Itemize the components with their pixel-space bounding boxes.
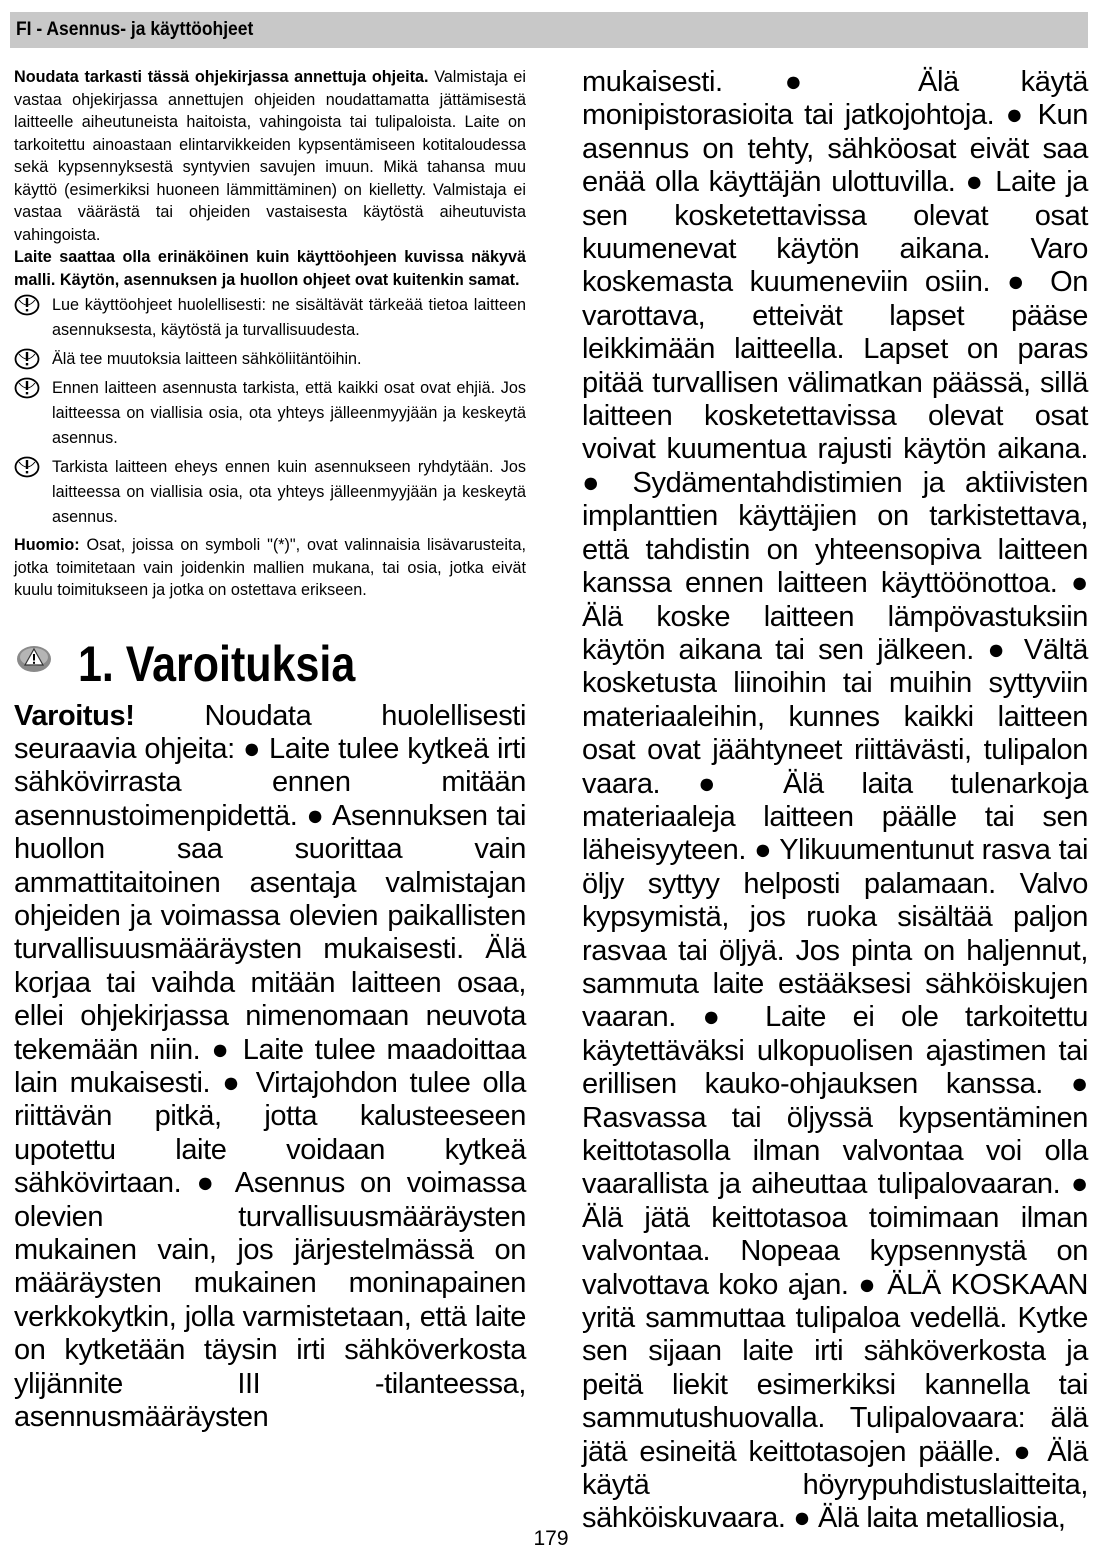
warnings-right-text: mukaisesti. ● Älä käytä monipistorasioita tai jatkojohtoja. ● Kun asennus on tehty, sähköosat eivät saa enää olla käyttäjän ulottuvilla. ● Laite ja sen kosketettavissa olevat osat kuumenevat käytön aikana. Varo koskemasta kuumeneviin osiin. ● On varottava, etteivät lapset pääse leikkimään laitteella. Lapset on paras pitää turvallisen välimatkan päässä, sillä laitteen kosketettavissa olevat osat voivat kuumentua rajusti käytön aikana. ● Sydämentahdistimien ja aktiivisten implanttien käyttäjien on tarkistettava, että tahdistin on yhteensopiva laitteen kanssa ennen laitteen käyttöönottoa. ● Älä koske laitteen lämpövastuksiin käytön aikana tai sen jälkeen. ● Vältä kosketusta liinoihin tai muihin syttyviin materiaaleihin, kunnes kaikki laitteen osat ovat jäähtyneet riittävästi, tulipalon vaara. ● Älä laita tulenarkoja materiaaleja laitteen päälle tai sen läheisyyteen. ● Ylikuumentunut rasva tai öljy syttyy helposti palamaan. Valvo kypsymistä, jos ruoka sisältää paljon rasvaa tai öljyä. Jos pinta on haljennut, sammuta laite estääksesi sähköiskujen vaaran. ● Laite ei ole tarkoitettu käytettäväksi ulkopuolisen ajastimen tai erillisen kauko-ohjauksen kanssa. ● Rasvassa tai öljyssä kypsentäminen keittotasolla ilman valvontaa voi olla vaarallista ja aiheuttaa tulipalovaaran. ● Älä jätä keittotasoa toimimaan ilman valvontaa. Nopeaa kypsennystä on valvottava koko ajan. ● ÄLÄ KOSKAAN yritä sammuttaa tulipaloa vedellä. Kytke sen sijaan laite irti sähköverkosta ja peitä liekit esimerkiksi kannella tai sammutushuovalla. Tulipalovaara: älä jätä esineitä keittotasojen päälle. ● Älä käytä höyrypuhdistuslaitteita, sähköiskuvaara. ● Älä laita metalliosia,: [582, 66, 1088, 1535]
intro-paragraph: [14, 66, 526, 246]
model-notice: [14, 246, 526, 291]
note-label: Huomio:: [14, 536, 80, 554]
warnings-left-body: Noudata huolellisesti seuraavia ohjeita: ● Laite tulee kytkeä irti sähkövirrasta ennen mitään asennustoimenpidettä. ● Asennuksen tai huollon saa suorittaa vain ammattitaitoinen asentaja valmistajan ohjeiden ja voimassa olevien paikallisten turvallisuusmääräysten mukaisesti. Älä korjaa tai vaihda mitään laitteen osaa, ellei ohjekirjassa nimenomaan neuvota tekemään niin. ● Laite tulee maadoittaa lain mukaisesti. ● Virtajohdon tulee olla riittävän pitkä, jotta kalusteeseen upotettu laite voidaan kytkeä sähkövirtaan. ● Asennus on voimassa olevien turvallisuusmääräysten mukainen vain, jos järjestelmässä on määräysten mukainen moninapainen verkkokytkin, jolla varmistetaan, että laite on kytketään täysin irti sähköverkosta ylijännite III -tilanteessa, asennusmääräysten: [14, 699, 526, 1434]
note-paragraph: [14, 534, 526, 602]
section-heading: [14, 628, 526, 700]
warning-lead: Varoitus!: [14, 699, 135, 732]
model-notice-text: Laite saattaa olla erinäköinen kuin käyttöohjeen kuvissa näkyvä malli. Käytön, asennuksen ja huollon ohjeet ovat kuitenkin samat.: [14, 248, 526, 289]
warning-item: [14, 376, 526, 451]
header-title: FI - Asennus- ja käyttöohjeet: [16, 19, 254, 40]
intro-lead: Noudata tarkasti tässä ohjekirjassa annettuja ohjeita.: [14, 68, 429, 86]
warning-item: [14, 455, 526, 530]
warning-text: Tarkista laitteen eheys ennen kuin asennukseen ryhdytään. Jos laitteessa on viallisia osia, ota yhteys jälleenmyyjään ja keskeytä asennus.: [52, 458, 526, 526]
warning-item: [14, 347, 526, 372]
header-bar: [10, 12, 1088, 48]
caution-icon: [14, 456, 40, 478]
warnings-left-text: [14, 700, 526, 1435]
section-title: 1. Varoituksia: [78, 635, 356, 692]
intro-text: Valmistaja ei vastaa ohjekirjassa annettujen ohjeiden noudattamatta jättämisestä laitteelle aiheutuneista haitoista, vahingoista tai tulipaloista. Laite on tarkoitettu ainoastaan elintarvikkeiden kypsentämiseen kotitaloudessa sekä kypsennyksestä syntyvien savujen imuun. Mikä tahansa muu käyttö (esimerkiksi huoneen lämmittäminen) on kielletty. Valmistaja ei vastaa väärästä tai ohjeiden vastaisesta käytöstä aiheutuvista vahingoista.: [14, 68, 526, 244]
caution-icon: [14, 377, 40, 399]
caution-icon: [14, 348, 40, 370]
warning-triangle-icon: [16, 644, 52, 674]
right-column: [582, 66, 1088, 1536]
left-column: [14, 66, 526, 1434]
warning-text: Lue käyttöohjeet huolellisesti: ne sisältävät tärkeää tietoa laitteen asennuksesta, käytöstä ja turvallisuudesta.: [52, 296, 526, 339]
warning-text: Älä tee muutoksia laitteen sähköliitäntöihin.: [52, 350, 362, 368]
page-number: 179: [533, 1527, 569, 1550]
note-text: Osat, joissa on symboli "(*)", ovat valinnaisia lisävarusteita, jotka toimitetaan vain joidenkin mallien mukana, tai osia, jotka eivät kuulu toimitukseen ja jotka on ostettava erikseen.: [14, 536, 526, 599]
warning-item: [14, 293, 526, 343]
caution-icon: [14, 294, 40, 316]
warning-text: Ennen laitteen asennusta tarkista, että kaikki osat ovat ehjiä. Jos laitteessa on viallisia osia, ota yhteys jälleenmyyjään ja keskeytä asennus.: [52, 379, 526, 447]
